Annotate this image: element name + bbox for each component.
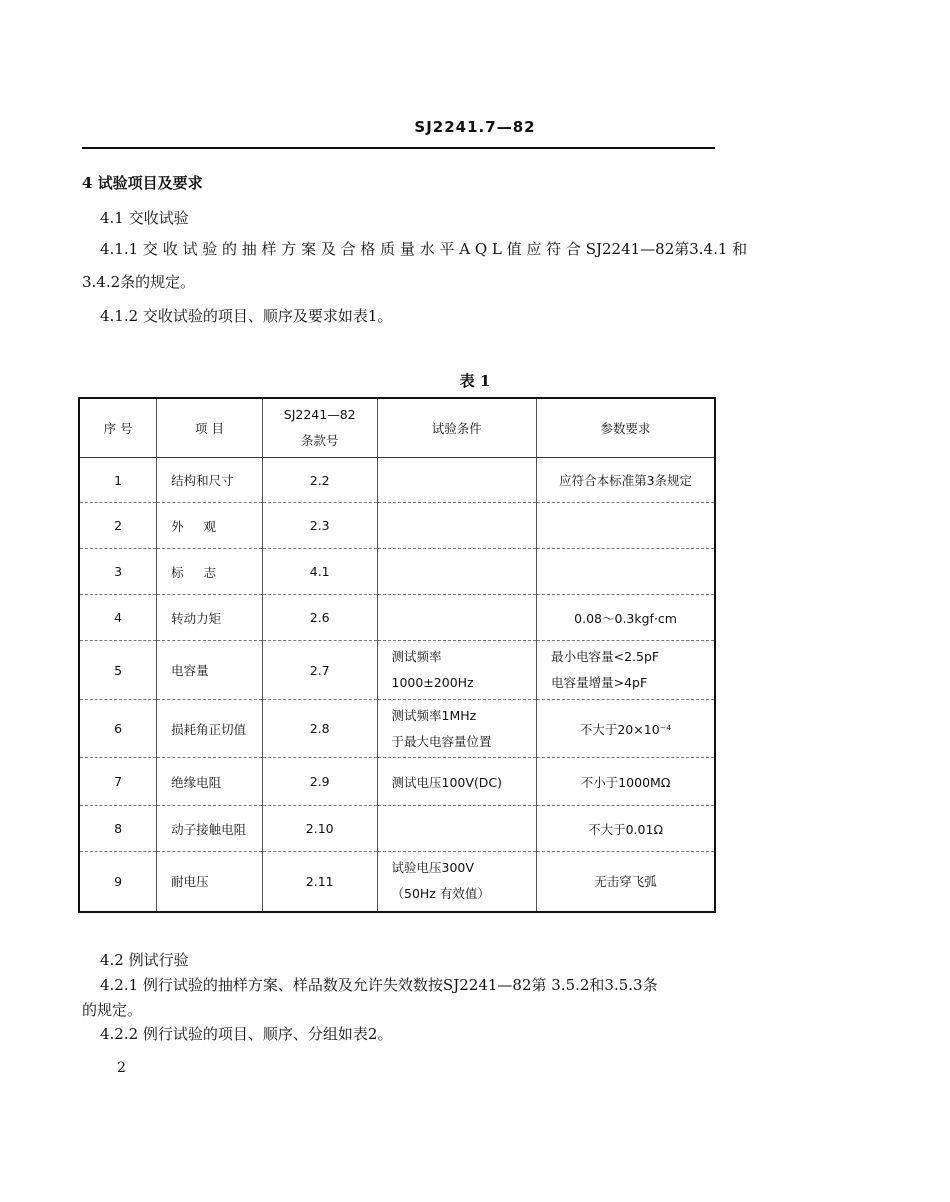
- cell-clause: 2.8: [262, 700, 377, 758]
- cell-requirement: 不大于20×10⁻⁴: [537, 700, 715, 758]
- cell-requirement: [537, 641, 715, 700]
- cell-serial-number: 1: [114, 472, 123, 488]
- cell-requirement: 应符合本标准第3条规定: [537, 458, 715, 503]
- section-4-1-1-line2: 3.4.2条的规定。: [82, 273, 196, 291]
- cell-item: 转动力矩: [157, 595, 263, 641]
- cell-clause: 2.7: [262, 641, 377, 700]
- section-4-1-1-line1: 4.1.1 交 收 试 验 的 抽 样 方 案 及 合 格 质 量 水 平 A Q L 值 应 符 合 SJ2241—82第3.4.1 和: [100, 240, 748, 258]
- cell-item: 标 志: [157, 549, 263, 595]
- cell-item: 损耗角正切值: [157, 700, 263, 758]
- cell-conditions: [377, 641, 537, 700]
- cell-clause: 2.9: [262, 758, 377, 806]
- table-row: [79, 458, 715, 503]
- cell-serial-number: 9: [79, 852, 157, 912]
- header-clause-line2: 条款号: [300, 433, 339, 448]
- cell-conditions: [377, 852, 537, 912]
- cell-requirement: [537, 549, 715, 595]
- section-4-2-2: 4.2.2 例行试验的项目、顺序、分组如表2。: [100, 1025, 393, 1043]
- cell-conditions-line1: 试验电压300V: [391, 860, 474, 876]
- cell-conditions: [377, 806, 537, 852]
- section-4-2-heading: 4.2 例试行验: [100, 951, 189, 969]
- cell-requirement-line1: 最小电容量<2.5pF: [551, 649, 660, 664]
- table-caption: 表 1: [459, 372, 491, 390]
- table-row: [79, 503, 715, 549]
- cell-conditions: [377, 458, 537, 503]
- cell-clause: 2.3: [262, 503, 377, 549]
- cell-serial-number: 7: [79, 758, 157, 806]
- page-number: 2: [117, 1060, 126, 1076]
- cell-conditions-line2: 1000±200Hz: [391, 675, 474, 690]
- table-row: [79, 806, 715, 852]
- table-row: [79, 641, 715, 700]
- header-test-conditions: 试验条件: [377, 398, 537, 458]
- cell-conditions: [377, 503, 537, 549]
- table-row: [79, 549, 715, 595]
- cell-conditions-line1: 测试频率: [391, 649, 442, 664]
- header-clause: [262, 398, 377, 458]
- cell-item: 电容量: [157, 641, 263, 700]
- cell-clause: 2.6: [262, 595, 377, 641]
- header-rule: [82, 147, 715, 149]
- header-clause-line1: SJ2241—82: [283, 407, 356, 422]
- section-4-2-1-line1: 4.2.1 例行试验的抽样方案、样品数及允许失效数按SJ2241—82第 3.5.2和3.5.3条: [100, 976, 658, 994]
- cell-serial-number: 8: [79, 806, 157, 852]
- cell-requirement: [537, 503, 715, 549]
- header-parameter-requirements: 参数要求: [537, 398, 715, 458]
- cell-requirement-line2: 电容量增量>4pF: [551, 675, 648, 690]
- section-4-heading: 4 试验项目及要求: [82, 174, 203, 192]
- cell-serial-number: 5: [79, 641, 157, 700]
- cell-conditions: [377, 700, 537, 758]
- table-header-row: [79, 398, 715, 458]
- cell-conditions-line1: 测试频率1MHz: [391, 707, 477, 723]
- cell-clause: 2.2: [262, 458, 377, 503]
- table-row: [79, 852, 715, 912]
- cell-conditions: 测试电压100V(DC): [377, 758, 537, 806]
- section-4-1-2: 4.1.2 交收试验的项目、顺序及要求如表1。: [100, 307, 393, 325]
- cell-serial-number: 4: [79, 595, 157, 641]
- cell-clause: 2.11: [262, 852, 377, 912]
- section-4-1-heading: 4.1 交收试验: [100, 209, 189, 227]
- cell-requirement: 不大于0.01Ω: [537, 806, 715, 852]
- document-code-header: SJ2241.7—82: [414, 118, 536, 136]
- cell-conditions-line2: 于最大电容量位置: [391, 733, 492, 749]
- cell-serial-number: 6: [79, 700, 157, 758]
- cell-requirement: 无击穿飞弧: [537, 852, 715, 912]
- table-row: [79, 595, 715, 641]
- cell-requirement: 0.08～0.3kgf·cm: [537, 595, 715, 641]
- header-item: 项 目: [157, 398, 263, 458]
- cell-item: 结构和尺寸: [157, 458, 263, 503]
- cell-requirement: 不小于1000MΩ: [537, 758, 715, 806]
- cell-item: 外 观: [157, 503, 263, 549]
- cell-serial-number: 3: [79, 549, 157, 595]
- cell-item: 动子接触电阻: [157, 806, 263, 852]
- cell-clause: 2.10: [262, 806, 377, 852]
- table-row: [79, 758, 715, 806]
- cell-serial-number: 2: [79, 503, 157, 549]
- cell-conditions: [377, 549, 537, 595]
- header-serial-number: 序 号: [79, 398, 157, 458]
- cell-conditions-line2: （50Hz 有效值）: [391, 886, 490, 902]
- cell-item: 绝缘电阻: [157, 758, 263, 806]
- spec-table: [78, 397, 716, 913]
- cell-item: 耐电压: [157, 852, 263, 912]
- table-row: [79, 700, 715, 758]
- section-4-2-1-line2: 的规定。: [82, 1001, 143, 1019]
- cell-conditions: [377, 595, 537, 641]
- cell-clause: 4.1: [262, 549, 377, 595]
